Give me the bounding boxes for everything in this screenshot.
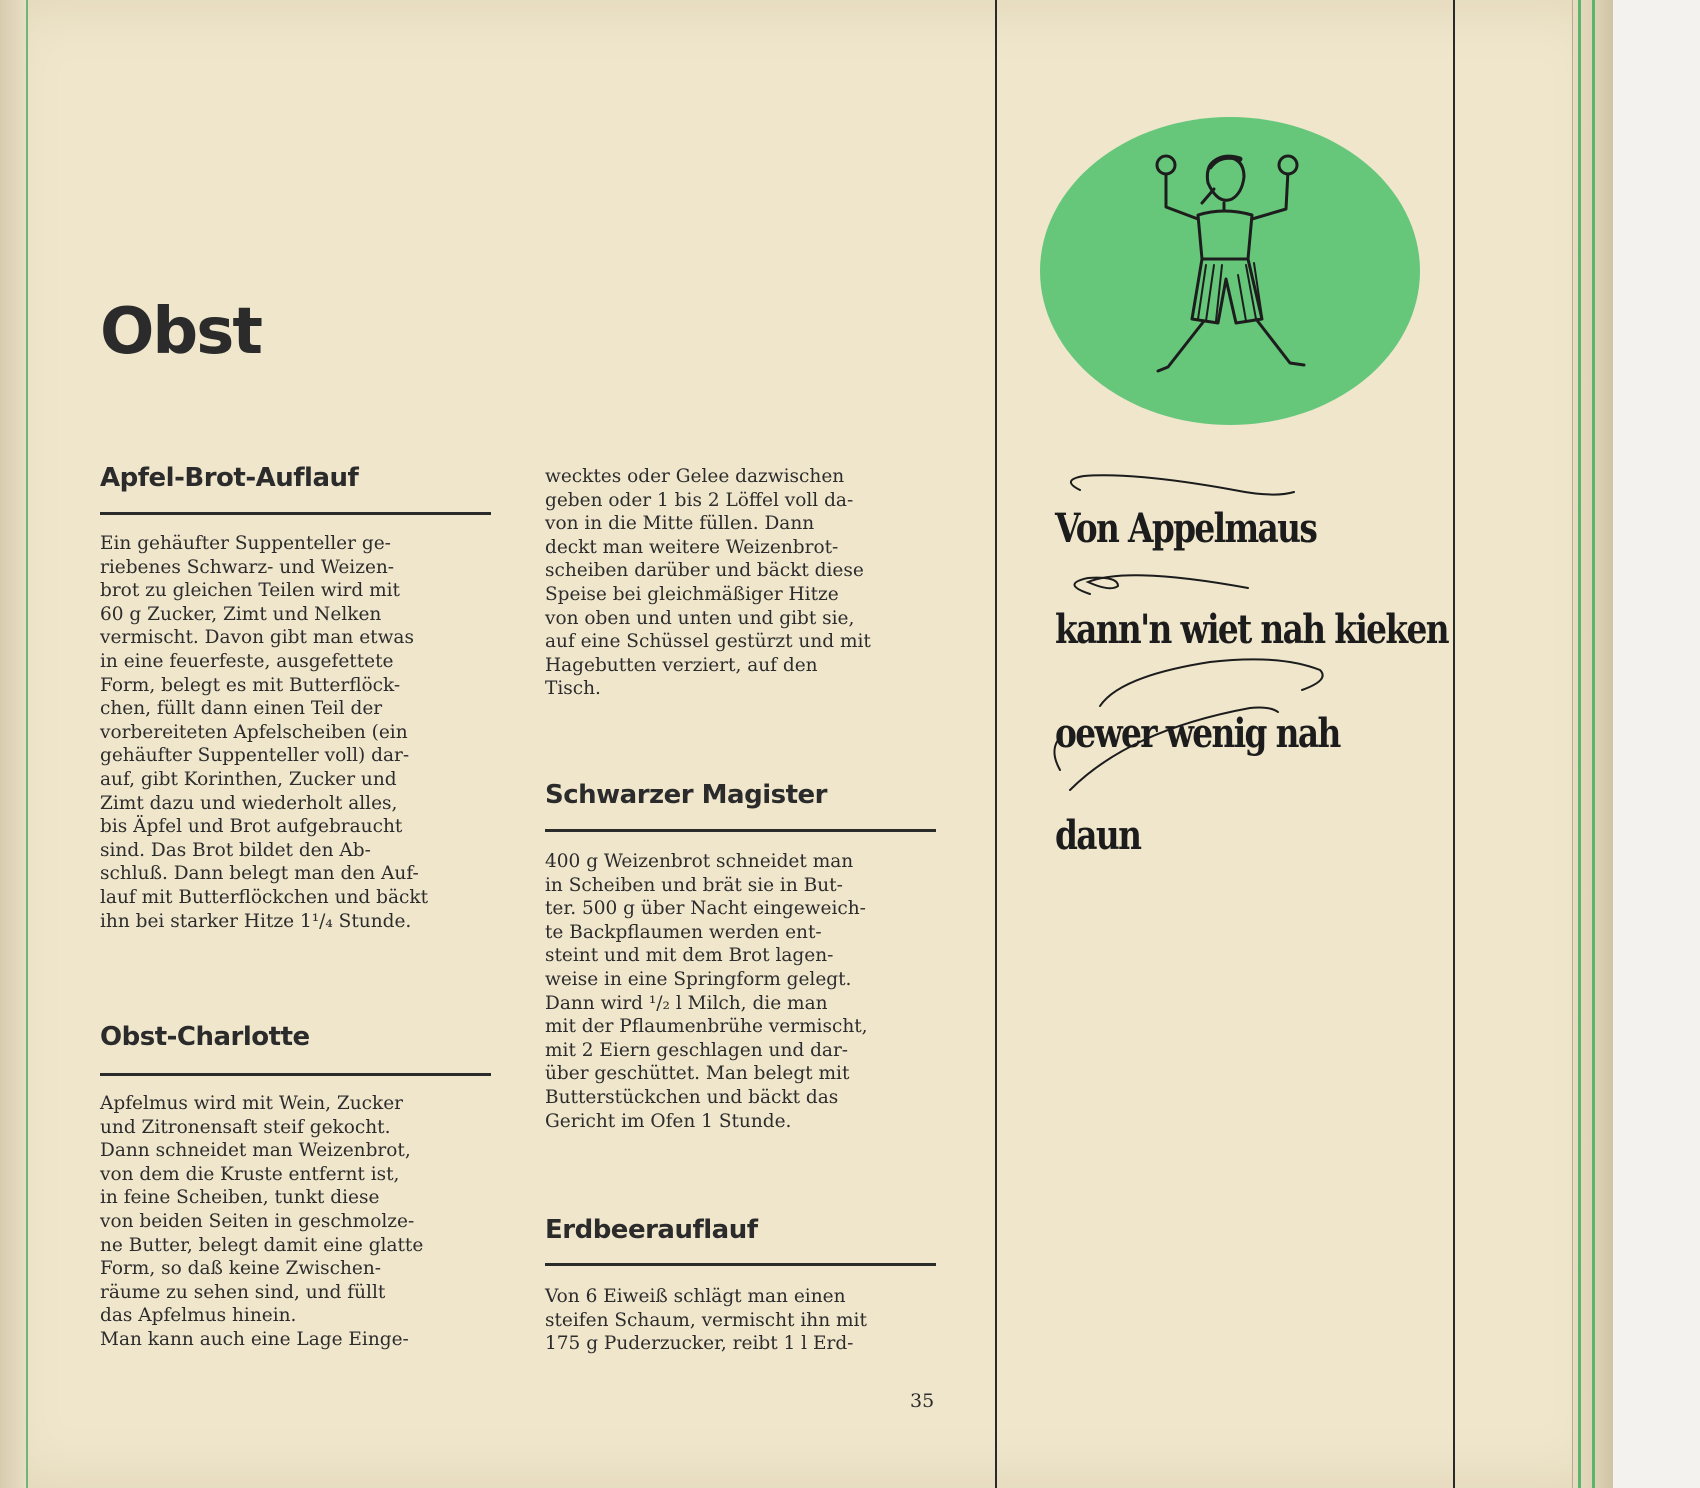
page-binding-edge (0, 0, 28, 1488)
page-number: 35 (910, 1390, 935, 1412)
saying-line-2: kann'n wiet nah kieken (1055, 606, 1448, 653)
recipe-text-apfel-brot: Ein gehäufter Suppenteller ge- riebenes Schwarz- und Weizen- brot zu gleichen Teilen wird mit 60 g Zucker, Zimt und Nelken vermischt. Davon gibt man etwas in eine feuerfeste, ausgefettete Form, belegt es mit Butterflöck- chen, füllt dann einen Teil der vorbereiteten Apfelscheiben (ein gehäufter Suppenteller voll) dar- auf, gibt Korinthen, Zucker und Zimt dazu und wiederholt alles, bis Äpfel und Brot aufgebraucht sind. Das Brot bildet den Ab- schluß. Dann belegt man den Auf- lauf mit Butterflöckchen und bäckt ihn bei starker Hitze 1¹/₄ Stunde. (100, 533, 429, 932)
title-rule (100, 1073, 491, 1076)
saying-line-3: oewer wenig nah (1055, 710, 1340, 757)
recipe-text-obst-charlotte: Apfelmus wird mit Wein, Zucker und Zitronensaft steif gekocht. Dann schneidet man Weizenbrot, von dem die Kruste entfernt ist, in feine Scheiben, tunkt diese von beiden Seiten in geschmolze- ne Butter, belegt damit eine glatte Form, so daß keine Zwischen- räume zu sehen sind, und füllt das Apfelmus hinein. Man kann auch eine Lage Einge- (100, 1093, 424, 1350)
page-edge-stripe (1578, 0, 1581, 1488)
recipe-title-obst-charlotte: Obst-Charlotte (100, 1022, 310, 1052)
recipe-title-schwarzer-magister: Schwarzer Magister (545, 780, 827, 810)
flexing-man-icon (1038, 115, 1422, 427)
page-title: Obst (100, 295, 261, 369)
title-rule (100, 512, 491, 515)
page-edge-stripe (1592, 0, 1595, 1488)
recipe-title-erdbeerauflauf: Erdbeerauflauf (545, 1215, 758, 1245)
column-divider-right (1453, 0, 1455, 1488)
title-rule (545, 1263, 936, 1266)
title-rule (545, 829, 936, 832)
saying-line-4: daun (1055, 812, 1141, 859)
recipe-text-erdbeerauflauf: Von 6 Eiweiß schlägt man einen steifen Schaum, vermischt ihn mit 175 g Puderzucker, reibt 1 l Erd- (545, 1286, 867, 1355)
saying-line-1: Von Appelmaus (1055, 505, 1317, 552)
calligraphic-flourish (1040, 470, 1420, 850)
recipe-text-schwarzer-magister: 400 g Weizenbrot schneidet man in Scheiben und brät sie in But- ter. 500 g über Nacht eingeweich- te Backpflaumen werden ent- steint und mit dem Brot lagen- weise in eine Springform gelegt. Dann wird ¹/₂ l Milch, die man mit der Pflaumenbrühe vermischt, mit 2 Eiern geschlagen und dar- über geschüttet. Man belegt mit Butterstückchen und bäckt das Gericht im Ofen 1 Stunde. (545, 851, 868, 1132)
recipe-title-apfel-brot: Apfel-Brot-Auflauf (100, 463, 359, 493)
column-divider-left (995, 0, 997, 1488)
recipe-text-continuation: wecktes oder Gelee dazwischen geben oder 1 bis 2 Löffel voll da- von in die Mitte füllen. Dann deckt man weitere Weizenbrot- scheiben darüber und bäckt diese Speise bei gleichmäßiger Hitze von oben und unten und gibt sie, auf eine Schüssel gestürzt und mit Hagebutten verziert, auf den Tisch. (545, 466, 871, 700)
